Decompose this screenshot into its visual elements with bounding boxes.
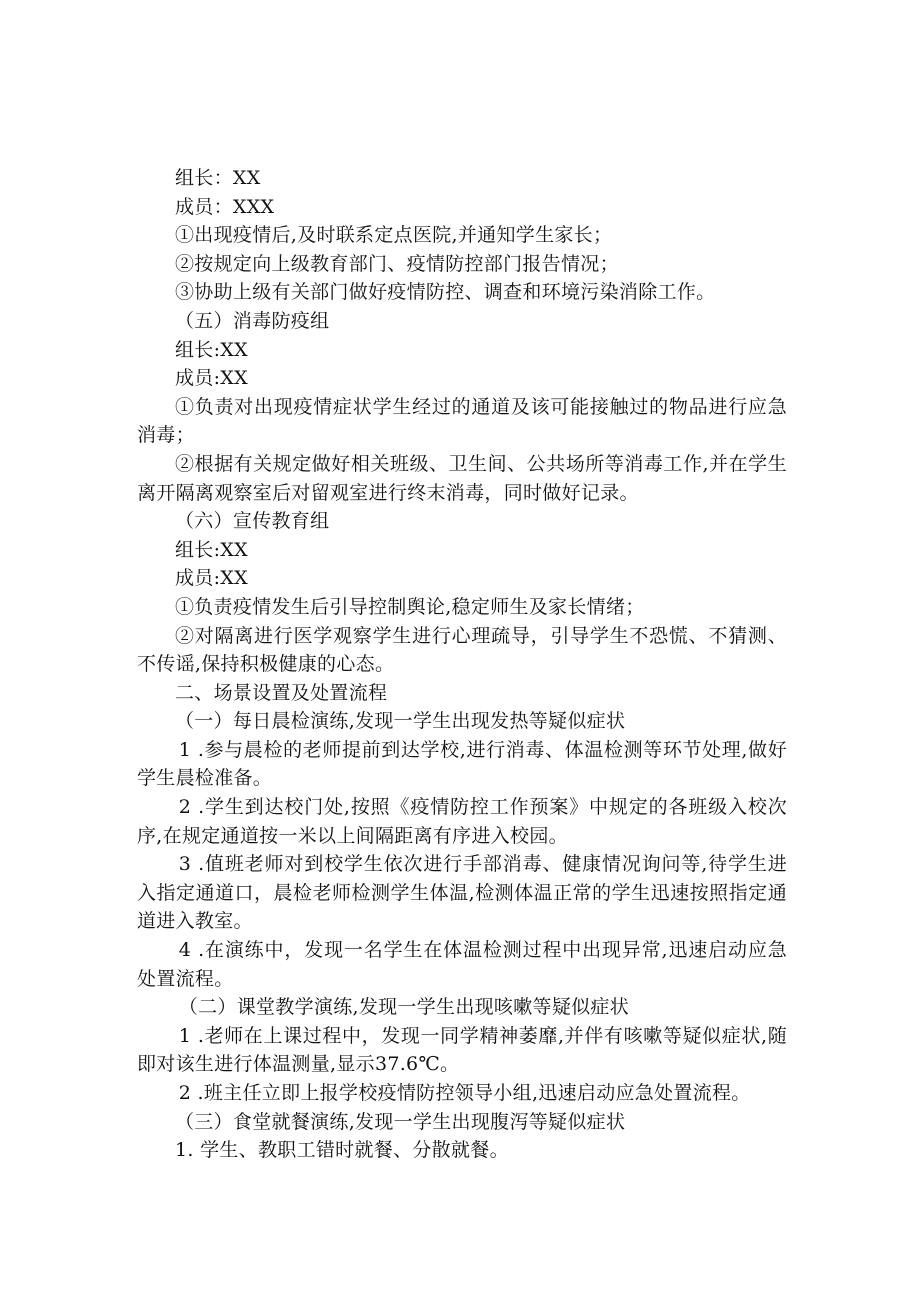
section-heading: （一）每日晨检演练,发现一学生出现发热等疑似症状 bbox=[175, 710, 626, 733]
procedure-step: 4 .在演练中，发现一名学生在体温检测过程中出现异常,迅速启动应急处置流程。 bbox=[137, 939, 787, 990]
procedure-step: 2 .学生到达校门处,按照《疫情防控工作预案》中规定的各班级入校次序,在规定通道按一米以上间隔距离有序进入校园。 bbox=[137, 796, 787, 847]
procedure-step: 1 .老师在上课过程中，发现一同学精神萎靡,并伴有咳嗽等疑似症状,随即对该生进行体温测量,显示37.6℃。 bbox=[137, 1024, 787, 1076]
procedure-step: 3 .值班老师对到校学生依次进行手部消毒、健康情况询问等,待学生进入指定通道口，晨检老师检测学生体温,检测体温正常的学生迅速按照指定通道进入教室。 bbox=[137, 853, 787, 933]
duty-item: ②根据有关规定做好相关班级、卫生间、公共场所等消毒工作,并在学生离开隔离观察室后对留观室进行终末消毒，同时做好记录。 bbox=[137, 452, 787, 504]
group-leader-line: 组长：XX bbox=[175, 167, 261, 189]
duty-item: ②对隔离进行医学观察学生进行心理疏导，引导学生不恐慌、不猜测、不传谣,保持积极健康的心态。 bbox=[137, 624, 787, 676]
document-body bbox=[137, 164, 787, 1165]
duty-item: ①负责对出现疫情症状学生经过的通道及该可能接触过的物品进行应急消毒； bbox=[137, 395, 787, 447]
section-heading: （二）课堂教学演练,发现一学生出现咳嗽等疑似症状 bbox=[178, 996, 630, 1019]
group-member-line: 成员：XXX bbox=[175, 195, 275, 218]
procedure-step: 1. 学生、教职工错时就餐、分散就餐。 bbox=[175, 1139, 509, 1162]
section-heading: （五）消毒防疫组 bbox=[175, 309, 330, 332]
group-member-line: 成员:XX bbox=[175, 367, 248, 390]
duty-item: ①出现疫情后,及时联系定点医院,并通知学生家长； bbox=[175, 224, 613, 247]
group-leader-line: 组长:XX bbox=[175, 538, 248, 561]
group-member-line: 成员:XX bbox=[175, 567, 248, 590]
procedure-step: 2 .班主任立即上报学校疫情防控领导小组,迅速启动应急处置流程。 bbox=[178, 1082, 751, 1104]
duty-item: ②按规定向上级教育部门、疫情防控部门报告情况； bbox=[175, 252, 619, 275]
section-heading: （六）宣传教育组 bbox=[175, 510, 330, 533]
procedure-step: 1 .参与晨检的老师提前到达学校,进行消毒、体温检测等环节处理,做好学生晨检准备。 bbox=[137, 738, 787, 790]
group-leader-line: 组长:XX bbox=[175, 338, 248, 361]
section-heading: （三）食堂就餐演练,发现一学生出现腹泻等疑似症状 bbox=[175, 1110, 626, 1133]
chapter-heading: 二、场景设置及处置流程 bbox=[175, 681, 388, 704]
duty-item: ③协助上级有关部门做好疫情防控、调查和环境污染消除工作。 bbox=[175, 281, 716, 304]
duty-item: ①负责疫情发生后引导控制舆论,稳定师生及家长情绪； bbox=[175, 595, 645, 618]
